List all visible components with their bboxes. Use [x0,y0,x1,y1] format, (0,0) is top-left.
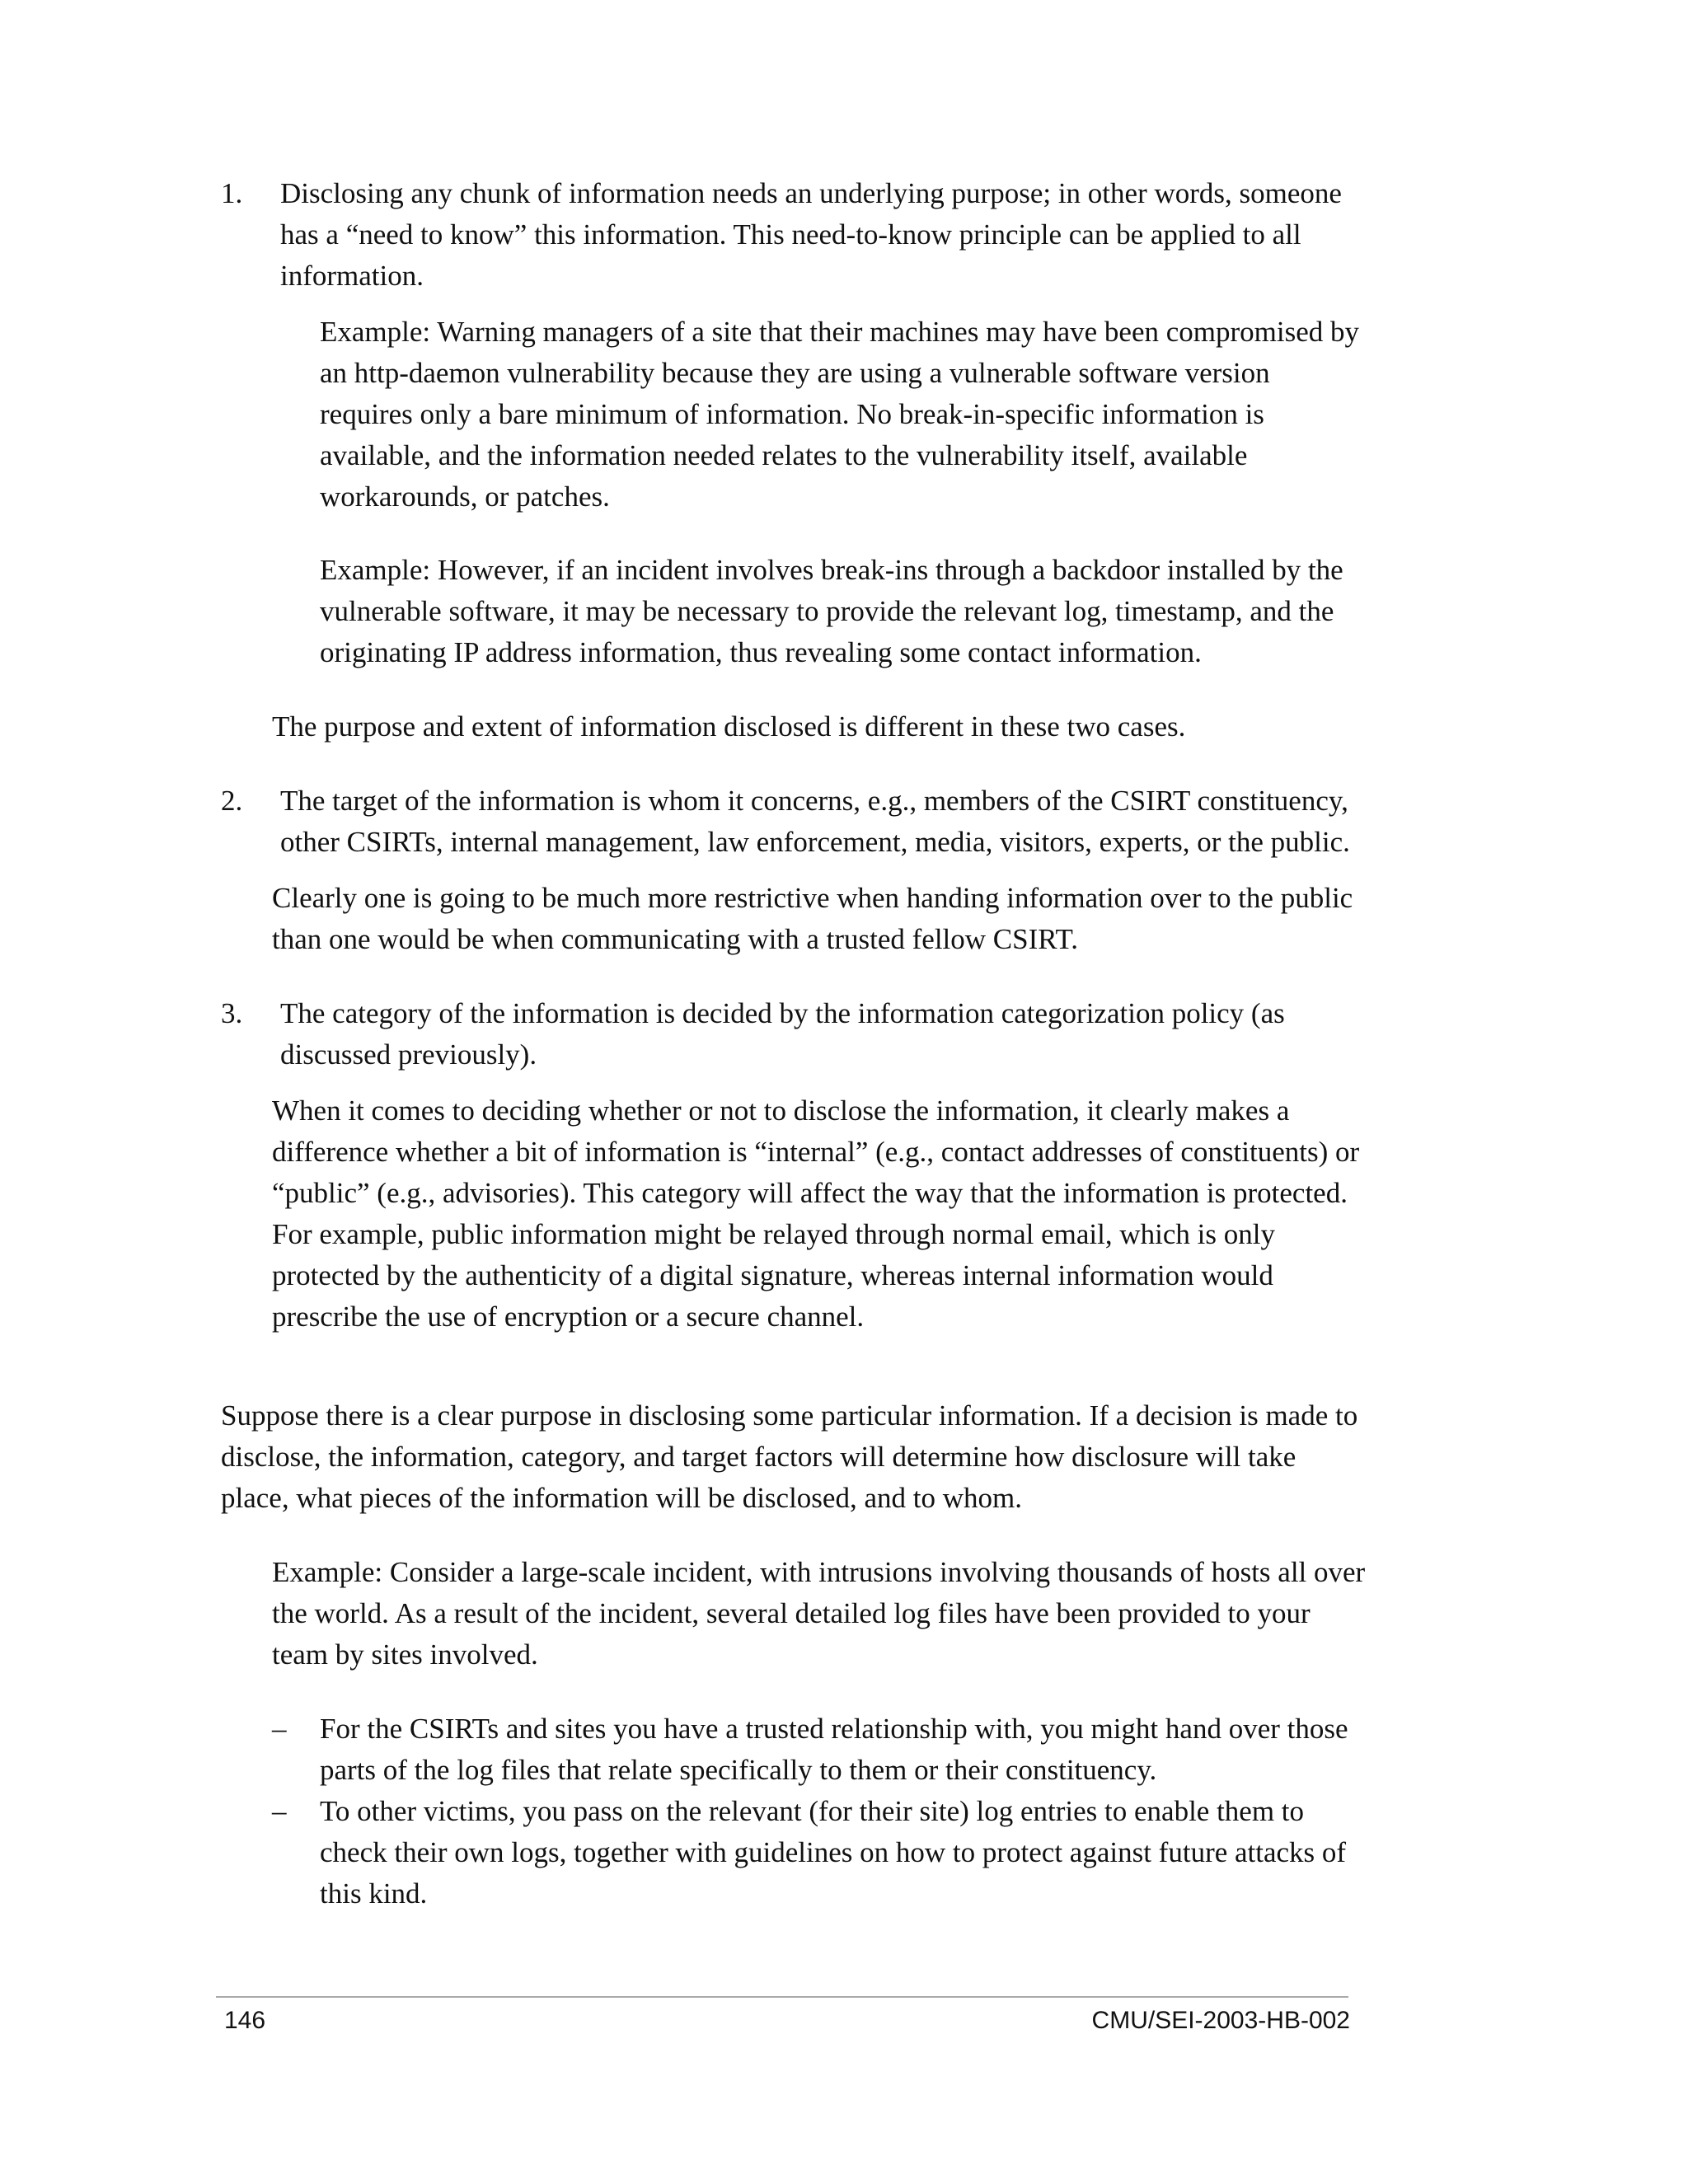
page-content [221,173,1367,1915]
list-item-number: 2. [221,785,243,817]
example-paragraph: Example: Consider a large-scale incident, with intrusions involving thousands of hosts all over the world. As a result of the incident, several detailed log files have been provided to your team by sites involved. [272,1556,1366,1671]
dash-marker: – [272,1795,287,1827]
footer-divider [216,1996,1348,1998]
list-item-text: Disclosing any chunk of information needs an underlying purpose; in other words, someone has a “need to know” this information. This need-to-know principle can be applied to all information. [280,177,1342,292]
list-item-text: The category of the information is decided by the information categorization policy (as discussed previously). [280,997,1285,1071]
document-id: CMU/SEI-2003-HB-002 [1091,2007,1350,2034]
bullet-text: For the CSIRTs and sites you have a trusted relationship with, you might hand over those parts of the log files that relate specifically to them or their constituency. [320,1713,1348,1786]
bullet-text: To other victims, you pass on the relevant (for their site) log entries to enable them to check their own logs, together with guidelines on how to protect against future attacks of this kind. [320,1795,1347,1910]
bullet-item [221,1708,1367,1791]
note-paragraph: When it comes to deciding whether or not to disclose the information, it clearly makes a difference whether a bit of information is “internal” (e.g., contact addresses of constituents) or “public” (e.g., advisories). This category will affect the way that the information is protected. For example, public information might be relayed through normal email, which is only protected by the authenticity of a digital signature, whereas internal information would prescribe the use of encryption or a secure channel. [272,1094,1360,1333]
list-item-number: 3. [221,997,243,1029]
list-item-2 [221,780,1367,863]
list-item-3 [221,993,1367,1076]
note-paragraph: The purpose and extent of information disclosed is different in these two cases. [272,710,1186,743]
example-paragraph: Example: However, if an incident involves break-ins through a backdoor installed by the vulnerable software, it may be necessary to provide the relevant log, timestamp, and the originating IP address information, thus revealing some contact information. [320,554,1343,668]
page-number: 146 [224,2007,266,2034]
dash-marker: – [272,1713,287,1745]
list-item-text: The target of the information is whom it concerns, e.g., members of the CSIRT constituency, other CSIRTs, internal management, law enforcement, media, visitors, experts, or the public. [280,785,1350,858]
list-item-1 [221,173,1367,297]
summary-paragraph: Suppose there is a clear purpose in disclosing some particular information. If a decision is made to disclose, the information, category, and target factors will determine how disclosure will take place, what pieces of the information will be disclosed, and to whom. [221,1399,1358,1514]
list-item-number: 1. [221,177,243,209]
bullet-item [221,1791,1367,1915]
example-paragraph: Example: Warning managers of a site that their machines may have been compromised by an http-daemon vulnerability because they are using a vulnerable software version requires only a bare minimum of information. No break-in-specific information is available, and the information needed relates to the vulnerability itself, available workarounds, or patches. [320,316,1359,513]
note-paragraph: Clearly one is going to be much more restrictive when handing information over to the public than one would be when communicating with a trusted fellow CSIRT. [272,882,1353,955]
